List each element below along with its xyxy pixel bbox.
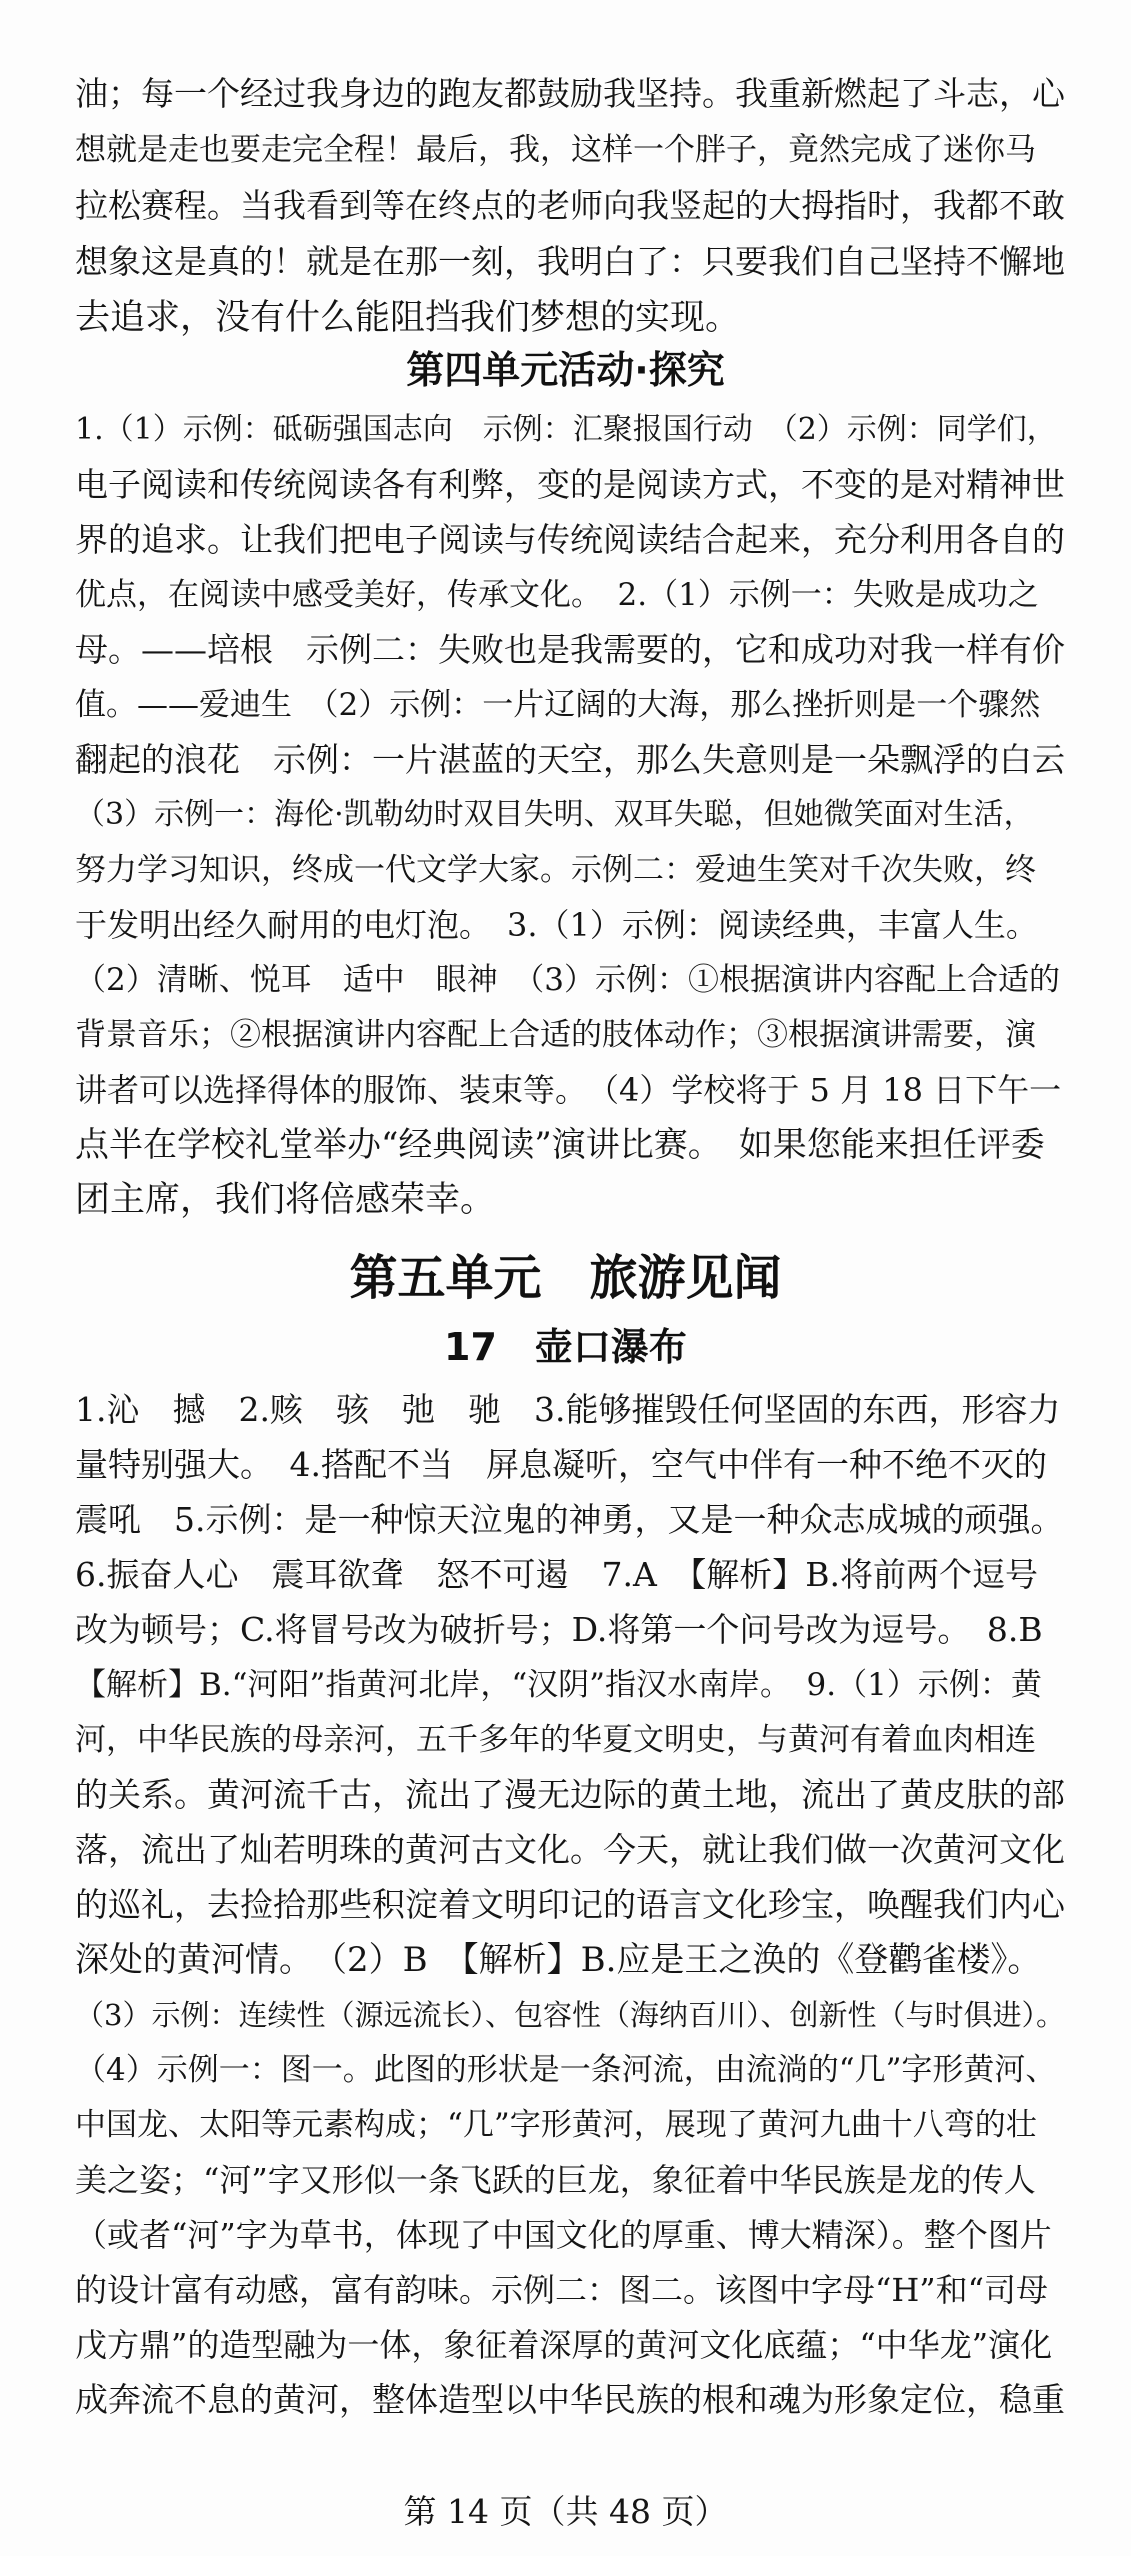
text-line: 努力学习知识，终成一代文学大家。示例二：爱迪生笑对千次失败，终: [75, 852, 1036, 888]
text-line: 讲者可以选择得体的服饰、装束等。 （4）学校将于 5 月 18 日下午一: [75, 1071, 1062, 1109]
text-line: 点半在学校礼堂举办“经典阅读”演讲比赛。 如果您能来担任评委: [75, 1125, 1045, 1165]
text-line: （3）示例一：海伦·凯勒幼时双目失明、双耳失聪，但她微笑面对生活，: [75, 797, 1034, 832]
text-line: 拉松赛程。当我看到等在终点的老师向我竖起的大拇指时，我都不敢: [75, 186, 1065, 225]
text-line: 【解析】B.“河阳”指黄河北岸，“汉阴”指汉水南岸。 9.（1）示例：黄: [75, 1667, 1042, 1703]
text-line: 想就是走也要走完全程！最后，我，这样一个胖子，竟然完成了迷你马: [75, 132, 1036, 168]
text-line: 的设计富有动感，富有韵味。示例二：图二。该图中字母“H”和“司母: [75, 2271, 1048, 2309]
lesson-17-heading: 17 壶口瀑布: [444, 1325, 687, 1369]
text-line: 的巡礼，去捡拾那些积淀着文明印记的语言文化珍宝，唤醒我们内心: [75, 1885, 1065, 1924]
page-number-footer: 第 14 页（共 48 页）: [403, 2492, 728, 2531]
text-line: 1.（1）示例：砥砺强国志向 示例：汇聚报国行动 （2）示例：同学们，: [75, 412, 1057, 447]
text-line: 成奔流不息的黄河，整体造型以中华民族的根和魂为形象定位，稳重: [75, 2380, 1065, 2419]
text-line: 6.振奋人心 震耳欲聋 怒不可遏 7.A 【解析】B.将前两个逗号: [75, 1555, 1039, 1594]
text-line: 优点，在阅读中感受美好，传承文化。 2.（1）示例一：失败是成功之: [75, 577, 1039, 613]
text-line: 深处的黄河情。 （2）B 【解析】B.应是王之涣的《登鹳雀楼》。: [75, 1940, 1042, 1980]
text-line: 改为顿号；C.将冒号改为破折号；D.将第一个问号改为逗号。 8.B: [75, 1610, 1043, 1649]
text-line: 戊方鼎”的造型融为一体，象征着深厚的黄河文化底蕴；“中华龙”演化: [75, 2326, 1053, 2364]
text-line: 1.沁 撼 2.赅 骇 弛 驰 3.能够摧毁任何坚固的东西，形容力: [75, 1390, 1061, 1429]
unit-four-activity-heading: 第四单元活动·探究: [406, 348, 725, 392]
text-line: （3）示例：连续性（源远流长）、包容性（海纳百川）、创新性（与时俱进）。: [75, 1998, 1065, 2032]
text-line: 落，流出了灿若明珠的黄河古文化。今天，就让我们做一次黄河文化: [75, 1830, 1065, 1869]
unit-five-heading: 第五单元 旅游见闻: [349, 1250, 782, 1306]
text-line: （或者“河”字为草书，体现了中国文化的厚重、博大精深）。整个图片: [75, 2216, 1052, 2254]
text-line: 界的追求。让我们把电子阅读与传统阅读结合起来，充分利用各自的: [75, 520, 1065, 559]
text-line: 河，中华民族的母亲河，五千多年的华夏文明史，与黄河有着血肉相连: [75, 1722, 1036, 1758]
text-line: 美之姿；“河”字又形似一条飞跃的巨龙，象征着中华民族是龙的传人: [75, 2161, 1036, 2199]
text-line: 电子阅读和传统阅读各有利弊，变的是阅读方式，不变的是对精神世: [75, 465, 1065, 504]
text-line: （2）清晰、悦耳 适中 眼神 （3）示例：①根据演讲内容配上合适的: [75, 962, 1060, 998]
text-line: 中国龙、太阳等元素构成；“几”字形黄河，展现了黄河九曲十八弯的壮: [75, 2107, 1037, 2143]
text-line: （4）示例一：图一。此图的形状是一条河流，由流淌的“几”字形黄河、: [75, 2052, 1057, 2088]
text-line: 母。——培根 示例二：失败也是我需要的，它和成功对我一样有价: [75, 630, 1065, 669]
text-line: 于发明出经久耐用的电灯泡。 3.（1）示例：阅读经典，丰富人生。: [75, 906, 1038, 944]
text-line: 油；每一个经过我身边的跑友都鼓励我坚持。我重新燃起了斗志，心: [75, 74, 1065, 113]
text-line: 震吼 5.示例：是一种惊天泣鬼的神勇，又是一种众志成城的顽强。: [75, 1500, 1064, 1539]
text-line: 背景音乐；②根据演讲内容配上合适的肢体动作；③根据演讲需要，演: [75, 1017, 1036, 1053]
text-line: 翻起的浪花 示例：一片湛蓝的天空，那么失意则是一朵飘浮的白云: [75, 740, 1065, 779]
text-line: 的关系。黄河流千古，流出了漫无边际的黄土地，流出了黄皮肤的部: [75, 1775, 1065, 1814]
text-line: 值。——爱迪生 （2）示例：一片辽阔的大海，那么挫折则是一个骤然: [75, 687, 1041, 723]
text-line: 量特别强大。 4.搭配不当 屏息凝听，空气中伴有一种不绝不灭的: [75, 1445, 1047, 1484]
text-line: 想象这是真的！就是在那一刻，我明白了：只要我们自己坚持不懈地: [75, 242, 1065, 281]
text-line: 去追求，没有什么能阻挡我们梦想的实现。: [75, 298, 741, 338]
text-line: 团主席，我们将倍感荣幸。: [75, 1180, 496, 1220]
